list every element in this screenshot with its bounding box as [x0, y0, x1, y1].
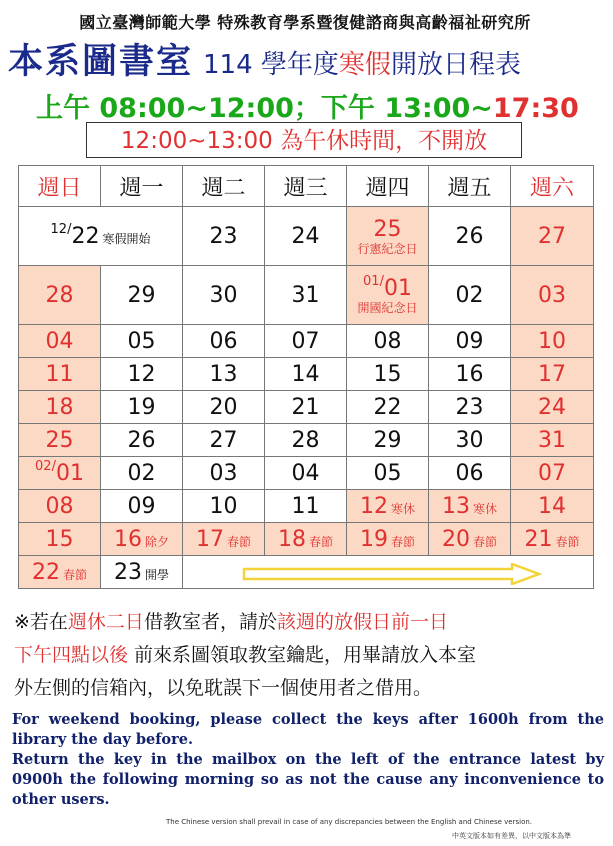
- calendar-day-cell: [101, 556, 183, 589]
- calendar-day-cell: [265, 391, 347, 424]
- calendar-day-cell: [101, 266, 183, 325]
- calendar-day-cell: [101, 523, 183, 556]
- opening-hours: [36, 86, 579, 125]
- weekday-tue: 週二: [183, 166, 265, 207]
- calendar-week-row: [19, 325, 594, 358]
- calendar-day-cell: [347, 490, 429, 523]
- calendar-day-cell: [19, 490, 101, 523]
- day-number: 24: [291, 223, 320, 249]
- day-note: 寒休: [390, 501, 415, 516]
- day-number: 15: [45, 526, 74, 552]
- holiday-name: 開國紀念日: [357, 300, 418, 315]
- day-number: 02: [127, 460, 156, 486]
- calendar-week-row: [19, 207, 594, 266]
- weekday-sun: 週日: [19, 166, 101, 207]
- calendar-day-cell: [183, 266, 265, 325]
- weekday-thu: 週四: [347, 166, 429, 207]
- calendar-day-cell: [101, 325, 183, 358]
- calendar-day-cell: [429, 358, 511, 391]
- day-number: 11: [45, 361, 74, 387]
- weekday-sat: 週六: [511, 166, 594, 207]
- title-main: 本系圖書室: [8, 42, 194, 82]
- day-number: 22: [31, 559, 60, 585]
- calendar-day-cell: [101, 391, 183, 424]
- calendar-week-row: [19, 266, 594, 325]
- day-number: 31: [291, 282, 320, 308]
- calendar-day-cell: [347, 358, 429, 391]
- calendar-day-cell: [511, 358, 594, 391]
- month-prefix: 02/: [35, 458, 56, 474]
- calendar-day-cell: [511, 266, 594, 325]
- calendar-week-row: [19, 358, 594, 391]
- notice-part-3: 借教室者，請於: [143, 611, 277, 633]
- weekday-header-row: [19, 166, 594, 207]
- day-number: 29: [127, 282, 156, 308]
- day-number: 02: [455, 282, 484, 308]
- institution-name: 國立臺灣師範大學 特殊教育學系暨復健諮商與高齡福祉研究所: [79, 13, 531, 32]
- calendar-week-row: [19, 424, 594, 457]
- calendar-day-cell: [101, 358, 183, 391]
- day-number: 18: [45, 394, 74, 420]
- calendar-day-cell: [347, 457, 429, 490]
- day-number: 16: [455, 361, 484, 387]
- day-number: 15: [373, 361, 402, 387]
- calendar-day-cell: [429, 523, 511, 556]
- day-number: 07: [291, 328, 320, 354]
- day-number: 09: [127, 493, 156, 519]
- day-note: 寒假開始: [102, 231, 151, 246]
- calendar-day-cell: [429, 325, 511, 358]
- day-number: 10: [538, 328, 566, 354]
- day-number: 31: [538, 427, 566, 453]
- calendar-day-cell: [429, 391, 511, 424]
- day-note: 春節: [62, 567, 87, 582]
- notice-after-4pm: 下午四點以後: [14, 644, 129, 666]
- calendar-day-cell: [429, 266, 511, 325]
- page-title: [8, 34, 608, 84]
- calendar-day-cell: [347, 207, 429, 266]
- day-note: 春節: [472, 534, 497, 549]
- day-number: 23: [209, 223, 238, 249]
- notice-part-1: ※若在: [14, 611, 68, 633]
- calendar-day-cell: [511, 490, 594, 523]
- continuation-arrow-cell: [183, 556, 594, 589]
- day-number: 03: [538, 282, 566, 308]
- calendar-day-cell: [429, 424, 511, 457]
- calendar-day-cell: [511, 457, 594, 490]
- calendar-week-row: [19, 523, 594, 556]
- calendar-day-cell: [183, 358, 265, 391]
- day-number: 13: [209, 361, 238, 387]
- day-number: 08: [373, 328, 402, 354]
- day-number: 20: [441, 526, 470, 552]
- calendar-day-cell: [429, 490, 511, 523]
- day-number: 13: [441, 493, 470, 519]
- calendar-day-cell: [265, 358, 347, 391]
- calendar-day-cell: [19, 523, 101, 556]
- calendar-day-cell: [19, 457, 101, 490]
- calendar-day-cell: [183, 391, 265, 424]
- day-number: 10: [209, 493, 238, 519]
- hours-afternoon-start: 下午 13:00~: [320, 93, 493, 124]
- day-number: 27: [209, 427, 238, 453]
- day-number: 28: [45, 282, 74, 308]
- day-number: 18: [277, 526, 306, 552]
- calendar-day-cell: [511, 325, 594, 358]
- calendar-day-cell: [347, 325, 429, 358]
- day-number: 26: [455, 223, 484, 249]
- calendar-day-cell: [183, 207, 265, 266]
- calendar-week-row: [19, 490, 594, 523]
- hours-morning: 上午 08:00~12:00；: [36, 93, 321, 124]
- calendar-day-cell: [183, 325, 265, 358]
- day-number: 06: [455, 460, 484, 486]
- calendar-day-cell: [183, 424, 265, 457]
- english-notice-1: For weekend booking, please collect the keys after 1600h from the library the day before.: [12, 711, 604, 748]
- english-notice-2: Return the key in the mailbox on the left of the entrance latest by 0900h the following morning so as not the cause any inconvenience to other users.: [12, 751, 604, 808]
- calendar-day-cell: [19, 424, 101, 457]
- calendar-day-cell: [19, 325, 101, 358]
- calendar-day-cell: [511, 424, 594, 457]
- calendar-day-cell: [101, 457, 183, 490]
- day-number: 04: [45, 328, 74, 354]
- month-prefix: 01/: [363, 273, 384, 289]
- day-number: 19: [127, 394, 156, 420]
- footer-chinese: 中英文版本如有差異，以中文版本為準: [452, 832, 571, 840]
- lunch-break-notice: 12:00~13:00 為午休時間，不開放: [86, 122, 522, 158]
- day-number: 21: [291, 394, 320, 420]
- title-holiday: 寒假: [338, 50, 391, 80]
- calendar-week-row: [19, 391, 594, 424]
- day-note: 春節: [555, 534, 580, 549]
- english-notice: [12, 710, 604, 810]
- calendar-day-cell: [265, 457, 347, 490]
- day-number: 05: [127, 328, 156, 354]
- day-number: 26: [127, 427, 156, 453]
- month-prefix: 12/: [50, 221, 72, 237]
- day-number: 17: [195, 526, 224, 552]
- hours-afternoon-end: 17:30: [492, 93, 579, 124]
- day-number: 23: [113, 559, 142, 585]
- day-number: 22: [373, 394, 402, 420]
- day-number: 16: [113, 526, 142, 552]
- day-number: 19: [359, 526, 388, 552]
- day-number: 09: [455, 328, 484, 354]
- day-number: 24: [538, 394, 566, 420]
- calendar-day-cell: [511, 391, 594, 424]
- day-number: 22: [71, 223, 100, 249]
- borrowing-notice: [14, 606, 604, 705]
- footer-english: The Chinese version shall prevail in case of any discrepancies between the English and Chinese version.: [166, 818, 533, 826]
- day-number: 08: [45, 493, 74, 519]
- title-year: 114 學年度: [203, 50, 339, 80]
- weekday-mon: 週一: [101, 166, 183, 207]
- day-number: 14: [538, 493, 566, 519]
- calendar-day-cell: [265, 325, 347, 358]
- day-number: 21: [524, 526, 553, 552]
- day-number: 20: [209, 394, 238, 420]
- day-number: 01: [55, 460, 84, 486]
- day-note: 寒休: [472, 501, 497, 516]
- day-number: 11: [291, 493, 320, 519]
- holiday-name: 行憲紀念日: [357, 241, 418, 256]
- calendar-day-cell: [511, 523, 594, 556]
- calendar-day-cell: [19, 266, 101, 325]
- weekday-fri: 週五: [429, 166, 511, 207]
- calendar-week-row: [19, 457, 594, 490]
- calendar-day-cell: [265, 266, 347, 325]
- day-number: 25: [45, 427, 74, 453]
- day-number: 29: [373, 427, 402, 453]
- calendar-day-cell: [265, 523, 347, 556]
- notice-day-before: 該週的放假日前一日: [276, 611, 448, 633]
- calendar-week-row: [19, 556, 594, 589]
- calendar-day-cell: [19, 358, 101, 391]
- day-number: 06: [209, 328, 238, 354]
- calendar-day-cell: [183, 523, 265, 556]
- calendar-day-cell: [347, 266, 429, 325]
- notice-part-6: 前來系圖領取教室鑰匙，用畢請放入本室: [128, 644, 477, 666]
- right-arrow-icon: [242, 563, 542, 585]
- calendar-day-cell: [265, 207, 347, 266]
- title-tail: 開放日程表: [390, 50, 521, 80]
- notice-part-7: 外左側的信箱內，以免耽誤下一個使用者之借用。: [14, 677, 433, 699]
- day-number: 07: [538, 460, 566, 486]
- calendar-day-cell: [19, 207, 183, 266]
- day-number: 12: [127, 361, 156, 387]
- calendar-table: [18, 165, 594, 589]
- calendar-day-cell: [19, 556, 101, 589]
- day-number: 28: [291, 427, 320, 453]
- day-number: 12: [359, 493, 388, 519]
- day-number: 25: [373, 216, 402, 242]
- day-number: 30: [455, 427, 484, 453]
- day-number: 23: [455, 394, 484, 420]
- calendar-day-cell: [429, 457, 511, 490]
- calendar-day-cell: [101, 490, 183, 523]
- calendar-day-cell: [19, 391, 101, 424]
- calendar-day-cell: [347, 424, 429, 457]
- day-note: 春節: [390, 534, 415, 549]
- calendar-day-cell: [183, 490, 265, 523]
- day-number: 14: [291, 361, 320, 387]
- day-note: 除夕: [144, 534, 169, 549]
- day-number: 17: [538, 361, 566, 387]
- calendar-day-cell: [347, 391, 429, 424]
- calendar-day-cell: [101, 424, 183, 457]
- notice-weekend: 週休二日: [67, 611, 144, 633]
- day-number: 03: [209, 460, 238, 486]
- day-number: 30: [209, 282, 238, 308]
- calendar-day-cell: [429, 207, 511, 266]
- day-note: 開學: [144, 567, 169, 582]
- day-number: 27: [538, 223, 566, 249]
- calendar-day-cell: [347, 523, 429, 556]
- calendar-day-cell: [183, 457, 265, 490]
- calendar-day-cell: [511, 207, 594, 266]
- day-note: 春節: [226, 534, 251, 549]
- day-number: 04: [291, 460, 320, 486]
- day-number: 01: [383, 275, 412, 301]
- calendar-day-cell: [265, 490, 347, 523]
- day-number: 05: [373, 460, 402, 486]
- day-note: 春節: [308, 534, 333, 549]
- title-rest: [203, 50, 521, 80]
- weekday-wed: 週三: [265, 166, 347, 207]
- calendar-day-cell: [265, 424, 347, 457]
